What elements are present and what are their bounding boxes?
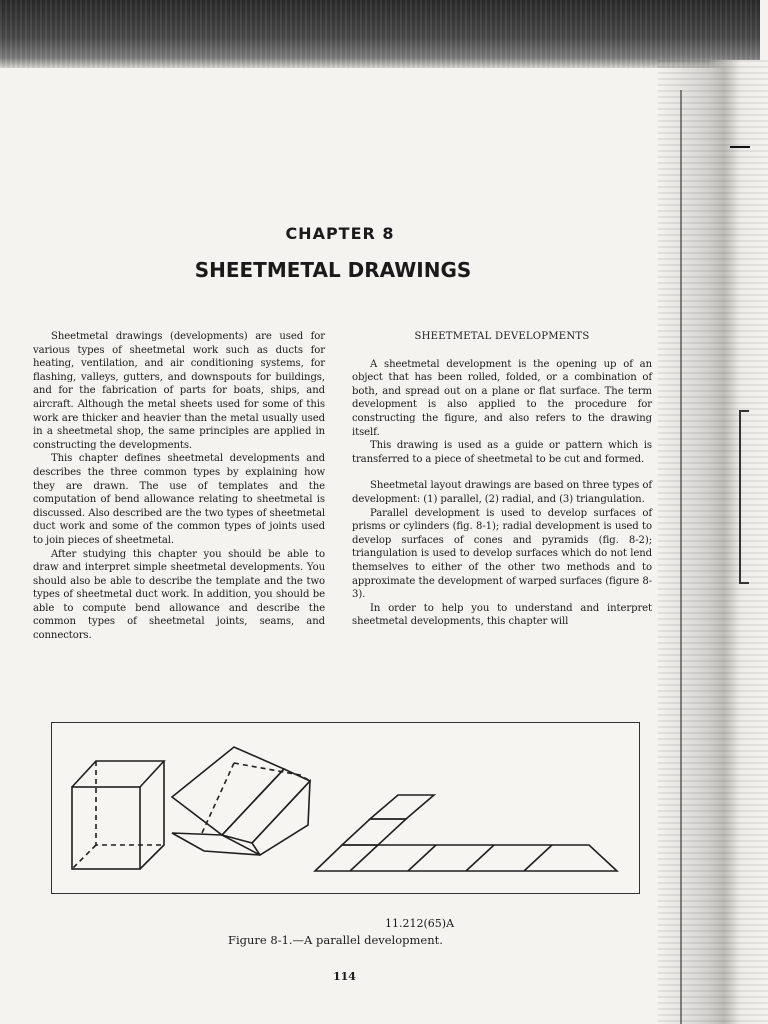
figure-code: 11.212(65)A	[385, 917, 455, 930]
chapter-title: SHEETMETAL DRAWINGS	[194, 258, 472, 282]
cube-top-face	[72, 761, 164, 787]
figure-caption: Figure 8-1.—A parallel development.	[228, 933, 443, 947]
paragraph: Sheetmetal drawings (developments) are used for various types of sheetmetal work such as ducts for heating, ventilation, and air conditioning systems, for flashing, valleys, gutters, and downspouts for buildings, and for the fabrication of parts for boats, ships, and aircraft. Although the metal sheets used for some of this work are thicker and heavier than the metal usually used in a sheetmetal shop, the same principles are applied in constructing the developments.	[33, 331, 325, 451]
left-column	[33, 330, 325, 643]
cube-hidden-edges	[96, 761, 164, 845]
partial-unfold-drawing	[172, 747, 310, 855]
pattern-fold-2	[408, 845, 436, 871]
pattern-top-flap	[342, 819, 406, 845]
cube-hidden-edge	[72, 845, 96, 869]
pattern-fold-1	[350, 845, 378, 871]
scan-shadow-right	[658, 60, 768, 1024]
unfold-hidden-edge-top	[234, 763, 310, 781]
margin-dash-mark	[730, 146, 750, 148]
cube-right-face	[140, 761, 164, 869]
page-edge-line	[680, 90, 682, 1024]
paragraph: Parallel development is used to develop surfaces of prisms or cylinders (fig. 8-1); radial development is used to develop surfaces of cones and pyramids (fig. 8-2); triangulation is used to develop surfaces which do not lend themselves to either of the other two methods and to approximate the development of warped surfaces (figure 8-3).	[352, 507, 652, 601]
pattern-outline	[315, 845, 617, 871]
cube-drawing	[72, 761, 164, 869]
margin-bracket-mark	[739, 410, 749, 584]
figure-8-1-box	[51, 722, 640, 894]
section-heading: SHEETMETAL DEVELOPMENTS	[414, 331, 590, 342]
right-column	[352, 330, 652, 629]
unfold-flap-left	[172, 747, 284, 835]
paragraph: Sheetmetal layout drawings are based on three types of development: (1) parallel, (2) radial, and (3) triangulation.	[352, 480, 652, 505]
flat-pattern-drawing	[315, 795, 617, 871]
unfold-flap-right	[252, 781, 310, 855]
parallel-development-illustration	[52, 723, 639, 893]
paragraph: This chapter defines sheetmetal developments and describes the three common types by explaining how they are drawn. The use of templates and the computation of bend allowance relating to sheetmetal is discussed. Also described are the two types of sheetmetal duct work and some of the common types of joints used to join pieces of sheetmetal.	[33, 453, 325, 546]
unfold-base	[172, 833, 260, 855]
page-number: 114	[333, 970, 356, 983]
paragraph: This drawing is used as a guide or pattern which is transferred to a piece of sheetmetal to be cut and formed.	[352, 440, 652, 465]
scan-shadow-top	[0, 0, 760, 68]
cube-front-face	[72, 787, 140, 869]
pattern-fold-3	[466, 845, 494, 871]
paragraph: A sheetmetal development is the opening up of an object that has been rolled, folded, or a combination of both, and spread out on a plane or flat surface. The term development is also applied to the procedure for constructing the figure, and also refers to the drawing itself.	[352, 358, 652, 438]
unfold-hidden-edge-side	[202, 763, 234, 833]
paragraph: After studying this chapter you should be able to draw and interpret simple sheetmetal developments. You should also be able to describe the template and the two types of sheetmetal duct work. In addition, you should be able to compute bend allowance and describe the common types of sheetmetal joints, seams, and connectors.	[33, 548, 325, 642]
chapter-label: CHAPTER 8	[285, 224, 395, 243]
pattern-fold-4	[524, 845, 552, 871]
pattern-top-flap-2	[370, 795, 434, 819]
paragraph: In order to help you to understand and interpret sheetmetal developments, this chapter will	[352, 602, 652, 628]
